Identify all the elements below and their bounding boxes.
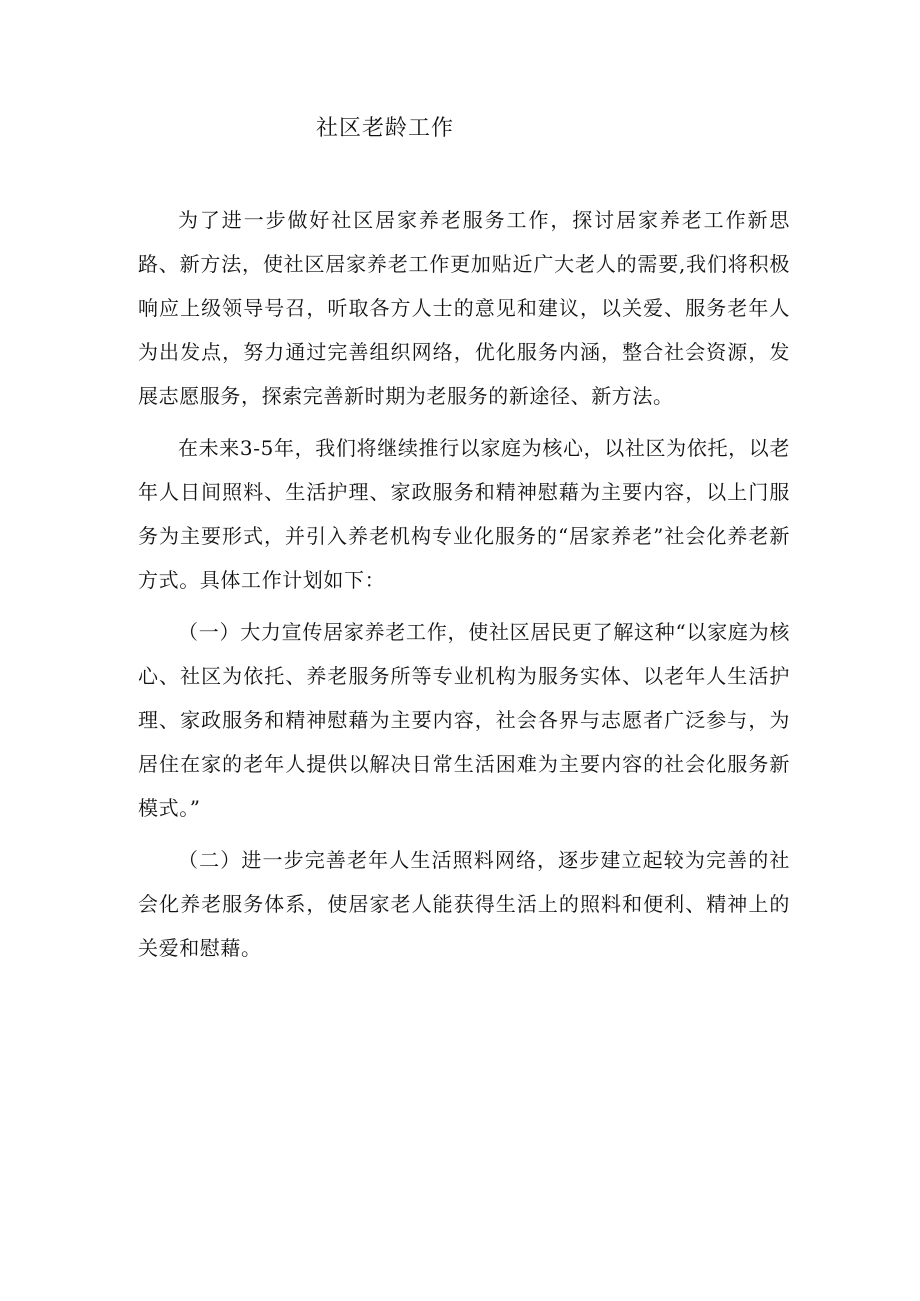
document-title: 社区老龄工作: [316, 116, 455, 141]
paragraph-item-one: （一）大力宣传居家养老工作，使社区居民更了解这种“以家庭为核心、社区为依托、养老服务所等专业机构为服务实体、以老年人生活护理、家政服务和精神慰藉为主要内容，社会各界与志愿者广泛参与，为居住在家的老年人提供以解决日常生活困难为主要内容的社会化服务新模式。”: [138, 620, 790, 820]
paragraph-item-two: （二）进一步完善老年人生活照料网络，逐步建立起较为完善的社会化养老服务体系，使居家老人能获得生活上的照料和便利、精神上的关爱和慰藉。: [138, 848, 790, 960]
document-body: [138, 198, 790, 978]
paragraph-plan: 在未来3-5年，我们将继续推行以家庭为核心，以社区为依托，以老年人日间照料、生活护理、家政服务和精神慰藉为主要内容，以上门服务为主要形式，并引入养老机构专业化服务的“居家养老”社会化养老新方式。具体工作计划如下：: [138, 436, 790, 592]
paragraph-intro: 为了进一步做好社区居家养老服务工作，探讨居家养老工作新思路、新方法，使社区居家养老工作更加贴近广大老人的需要,我们将积极响应上级领导号召，听取各方人士的意见和建议，以关爱、服务老年人为出发点，努力通过完善组织网络，优化服务内涵，整合社会资源，发展志愿服务，探索完善新时期为老服务的新途径、新方法。: [138, 208, 790, 408]
